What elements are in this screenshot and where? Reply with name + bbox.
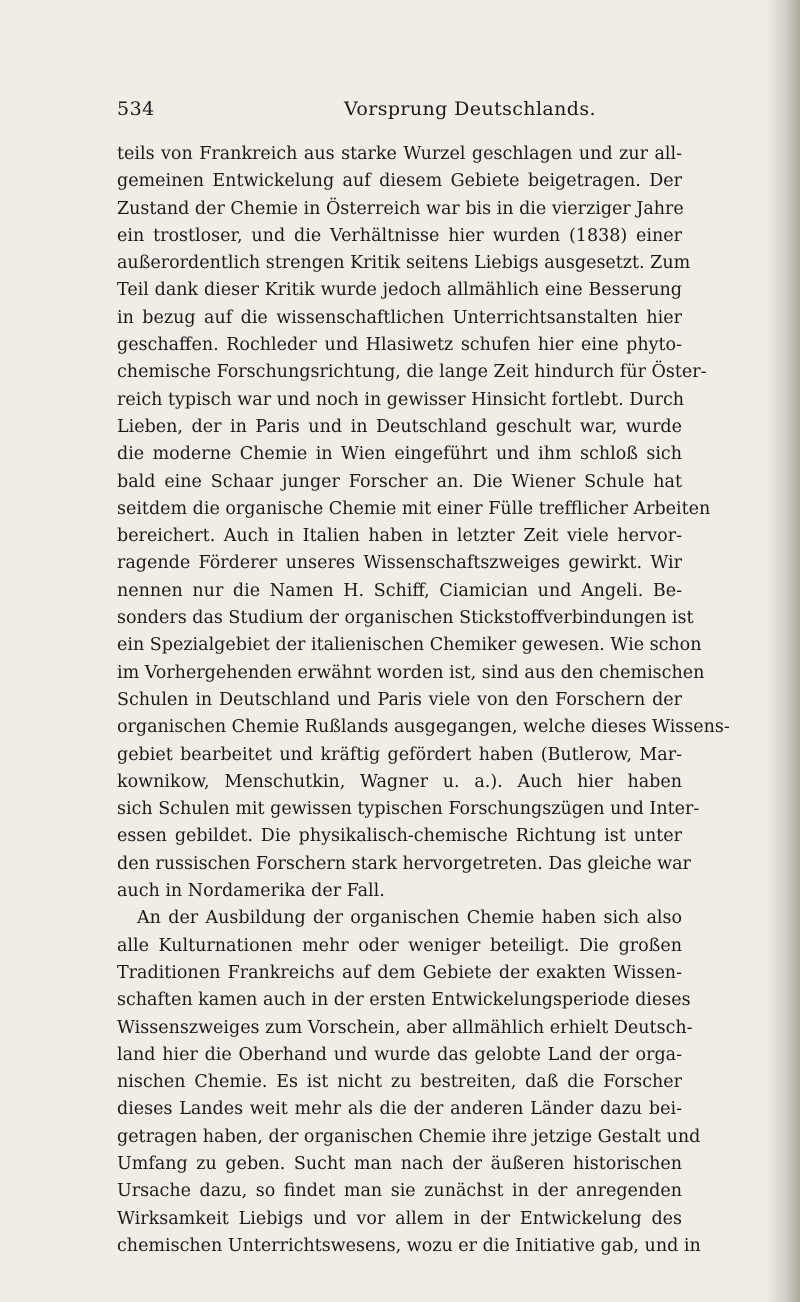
text-line: ein trostloser, und die Verhältnisse hier wurden (1838) einer	[117, 225, 682, 246]
text-line: Traditionen Frankreichs auf dem Gebiete der exakten Wissen-	[117, 962, 682, 983]
text-line: Lieben, der in Paris und in Deutschland geschult war, wurde	[117, 416, 682, 437]
text-line: sonders das Studium der organischen Stickstoffverbindungen ist	[117, 608, 694, 629]
text-line: kownikow, Menschutkin, Wagner u. a.). Auch hier haben	[117, 771, 682, 792]
text-line: Wissenszweiges zum Vorschein, aber allmählich erhielt Deutsch-	[117, 1017, 693, 1038]
text-line: im Vorhergehenden erwähnt worden ist, sind aus den chemischen	[117, 662, 705, 683]
text-line: chemische Forschungsrichtung, die lange Zeit hindurch für Öster-	[117, 362, 707, 383]
text-line: bereichert. Auch in Italien haben in letzter Zeit viele hervor-	[117, 526, 682, 547]
text-line: dieses Landes weit mehr als die der anderen Länder dazu bei-	[117, 1099, 682, 1120]
text-line: land hier die Oberhand und wurde das gelobte Land der orga-	[117, 1044, 682, 1065]
text-line: gebiet bearbeitet und kräftig gefördert haben (Butlerow, Mar-	[117, 744, 682, 765]
text-line: Wirksamkeit Liebigs und vor allem in der Entwickelung des	[117, 1208, 682, 1229]
text-line: sich Schulen mit gewissen typischen Forschungszügen und Inter-	[117, 799, 700, 820]
text-line: getragen haben, der organischen Chemie ihre jetzige Gestalt und	[117, 1126, 701, 1147]
running-head: Vorsprung Deutschlands.	[344, 98, 596, 120]
page-number: 534	[117, 98, 155, 120]
text-line: seitdem die organische Chemie mit einer Fülle trefflicher Arbeiten	[117, 498, 711, 519]
text-line: Teil dank dieser Kritik wurde jedoch allmählich eine Besserung	[117, 280, 682, 301]
text-line: alle Kulturnationen mehr oder weniger beteiligt. Die großen	[117, 935, 682, 956]
text-line: essen gebildet. Die physikalisch-chemische Richtung ist unter	[117, 826, 682, 847]
text-line: Zustand der Chemie in Österreich war bis in die vierziger Jahre	[117, 198, 684, 219]
text-line: chemischen Unterrichtswesens, wozu er die Initiative gab, und in	[117, 1235, 701, 1256]
body-text	[117, 141, 730, 1260]
text-line: gemeinen Entwickelung auf diesem Gebiete beigetragen. Der	[117, 171, 682, 192]
text-line: die moderne Chemie in Wien eingeführt und ihm schloß sich	[117, 444, 682, 465]
text-line: ragende Förderer unseres Wissenschaftszweiges gewirkt. Wir	[117, 553, 682, 574]
text-line: nennen nur die Namen H. Schiff, Ciamician und Angeli. Be-	[117, 580, 682, 601]
text-line: teils von Frankreich aus starke Wurzel geschlagen und zur all-	[117, 144, 682, 164]
page-header	[117, 98, 637, 128]
text-line: Schulen in Deutschland und Paris viele von den Forschern der	[117, 689, 682, 710]
text-line: organischen Chemie Rußlands ausgegangen, welche dieses Wissens-	[117, 717, 730, 738]
text-line: ein Spezialgebiet der italienischen Chemiker gewesen. Wie schon	[117, 635, 702, 656]
page-edge-shadow	[766, 0, 800, 1302]
text-line: Ursache dazu, so findet man sie zunächst in der anregenden	[117, 1181, 682, 1202]
paragraph-end-line: auch in Nordamerika der Fall.	[117, 881, 385, 902]
text-line: den russischen Forschern stark hervorgetreten. Das gleiche war	[117, 853, 691, 874]
text-line: nischen Chemie. Es ist nicht zu bestreiten, daß die Forscher	[117, 1072, 682, 1093]
text-line: schaften kamen auch in der ersten Entwickelungsperiode dieses	[117, 990, 691, 1011]
text-line: Umfang zu geben. Sucht man nach der äußeren historischen	[117, 1153, 682, 1174]
text-line: in bezug auf die wissenschaftlichen Unterrichtsanstalten hier	[117, 307, 682, 328]
paragraph-start-line: An der Ausbildung der organischen Chemie haben sich also	[137, 908, 682, 929]
text-line: geschaffen. Rochleder und Hlasiwetz schufen hier eine phyto-	[117, 335, 682, 356]
text-line: außerordentlich strengen Kritik seitens Liebigs ausgesetzt. Zum	[117, 253, 691, 274]
text-line: bald eine Schaar junger Forscher an. Die Wiener Schule hat	[117, 471, 682, 492]
text-line: reich typisch war und noch in gewisser Hinsicht fortlebt. Durch	[117, 389, 685, 410]
